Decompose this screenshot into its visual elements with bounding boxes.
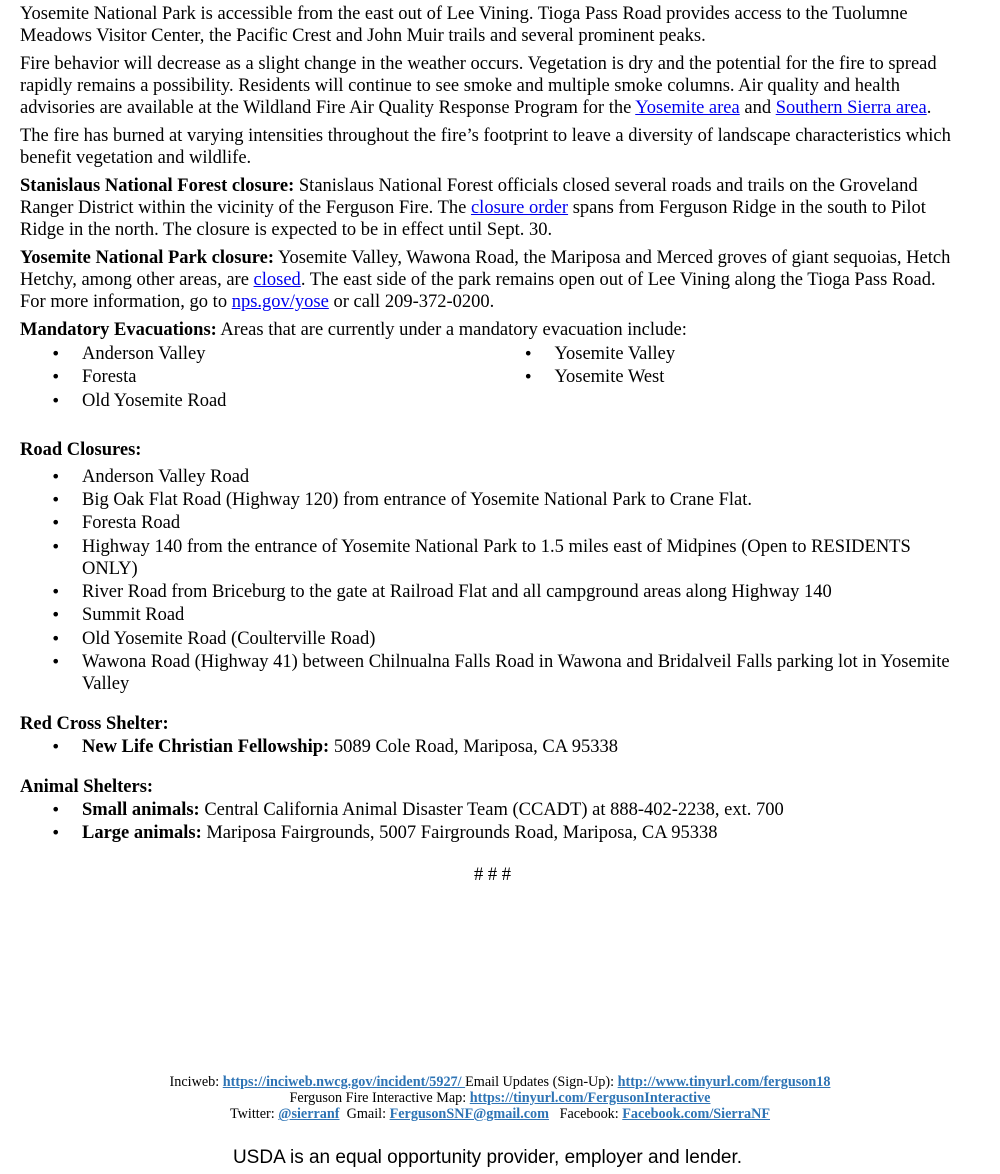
twitter-link[interactable]: @sierranf — [278, 1106, 340, 1122]
list-item: • Yosemite Valley — [493, 343, 966, 365]
list-item: • Summit Road — [20, 604, 965, 626]
end-mark: # # # — [474, 865, 511, 886]
road-closures-list — [20, 466, 965, 695]
closure-order-link[interactable]: closure order — [470, 198, 569, 218]
interactive-map-link[interactable]: https://tinyurl.com/FergusonInteractive — [469, 1090, 711, 1106]
list-item: • Anderson Valley Road — [20, 466, 965, 488]
footer-line-3: Twitter: @sierranf Gmail: FergusonSNF@gmail.com Facebook: Facebook.com/SierraNF — [229, 1106, 771, 1122]
southern-sierra-area-link[interactable]: Southern Sierra area — [775, 98, 927, 118]
list-item: • New Life Christian Fellowship: 5089 Cole Road, Mariposa, CA 95338 — [20, 736, 965, 758]
yosemite-closure-paragraph: Yosemite National Park closure: Yosemite Valley, Wawona Road, the Mariposa and Merced groves of giant sequoias, Hetch Hetchy, among other areas, are closed. The east side of the park remains open out of Lee Vining along the Tioga Pass Road. For more information, go to nps.gov/yose or call 209-372-0200. — [20, 248, 951, 312]
red-cross-heading: Red Cross Shelter: — [20, 713, 169, 734]
animal-shelters-heading: Animal Shelters: — [20, 776, 154, 797]
email-updates-link[interactable]: http://www.tinyurl.com/ferguson18 — [617, 1074, 831, 1090]
list-item: • Old Yosemite Road — [20, 390, 493, 412]
road-closures-heading: Road Closures: — [20, 439, 142, 460]
animal-shelters-list — [20, 799, 965, 844]
usda-statement: USDA is an equal opportunity provider, employer and lender. — [232, 1147, 743, 1168]
list-item: • Foresta — [20, 366, 493, 388]
list-item: • Big Oak Flat Road (Highway 120) from entrance of Yosemite National Park to Crane Flat. — [20, 489, 965, 511]
footer-line-2: Ferguson Fire Interactive Map: https://tinyurl.com/FergusonInteractive — [289, 1090, 711, 1106]
inciweb-link[interactable]: https://inciweb.nwcg.gov/incident/5927/ — [222, 1074, 466, 1090]
list-item: • Large animals: Mariposa Fairgrounds, 5007 Fairgrounds Road, Mariposa, CA 95338 — [20, 822, 965, 844]
stanislaus-closure-paragraph: Stanislaus National Forest closure: Stanislaus National Forest officials closed several roads and trails on the Groveland Ranger District within the vicinity of the Ferguson Fire. The closure order spans from Ferguson Ridge in the south to Pilot Ridge in the north. The closure is expected to be in effect until Sept. 30. — [20, 176, 926, 240]
evacuations-label: Mandatory Evacuations: — [20, 320, 217, 340]
list-item: • River Road from Briceburg to the gate at Railroad Flat and all campground areas along Highway 140 — [20, 581, 965, 603]
intensity-paragraph: The fire has burned at varying intensities throughout the fire’s footprint to leave a diversity of landscape characteristics which benefit vegetation and wildlife. — [20, 126, 951, 168]
evacuation-list — [20, 343, 965, 413]
list-item: • Highway 140 from the entrance of Yosemite National Park to 1.5 miles east of Midpines (Open to RESIDENTS ONLY) — [20, 536, 965, 580]
facebook-link[interactable]: Facebook.com/SierraNF — [622, 1106, 771, 1122]
list-item: • Yosemite West — [493, 366, 966, 388]
stanislaus-closure-label: Stanislaus National Forest closure: — [20, 176, 295, 196]
yosemite-area-link[interactable]: Yosemite area — [635, 98, 740, 118]
list-item: • Wawona Road (Highway 41) between Chilnualna Falls Road in Wawona and Bridalveil Falls parking lot in Yosemite Valley — [20, 651, 965, 695]
evacuation-column-right — [493, 343, 966, 413]
document-body — [20, 3, 965, 886]
evacuations-paragraph: Mandatory Evacuations: Areas that are currently under a mandatory evacuation include: — [20, 320, 687, 340]
list-item: • Old Yosemite Road (Coulterville Road) — [20, 628, 965, 650]
evacuation-column-left — [20, 343, 493, 413]
access-paragraph: Yosemite National Park is accessible from the east out of Lee Vining. Tioga Pass Road provides access to the Tuolumne Meadows Visitor Center, the Pacific Crest and John Muir trails and several prominent peaks. — [20, 4, 908, 46]
footer-line-1: Inciweb: https://inciweb.nwcg.gov/incident/5927/ Email Updates (Sign-Up): http://www.tinyurl.com/ferguson18 — [169, 1074, 831, 1090]
list-item: • Anderson Valley — [20, 343, 493, 365]
list-item: • Small animals: Central California Animal Disaster Team (CCADT) at 888-402-2238, ext. 700 — [20, 799, 965, 821]
nps-yose-link[interactable]: nps.gov/yose — [231, 292, 329, 312]
fire-behavior-paragraph: Fire behavior will decrease as a slight change in the weather occurs. Vegetation is dry and the potential for the fire to spread rapidly remains a possibility. Residents will continue to see smoke and multiple smoke columns. Air quality and health advisories are available at the Wildland Fire Air Quality Response Program for the Yosemite area and Southern Sierra area. — [20, 54, 937, 118]
yosemite-closure-label: Yosemite National Park closure: — [20, 248, 274, 268]
footer — [0, 1074, 1000, 1122]
red-cross-list — [20, 736, 965, 758]
closed-link[interactable]: closed — [253, 270, 301, 290]
list-item: • Foresta Road — [20, 512, 965, 534]
gmail-link[interactable]: FergusonSNF@gmail.com — [389, 1106, 549, 1122]
